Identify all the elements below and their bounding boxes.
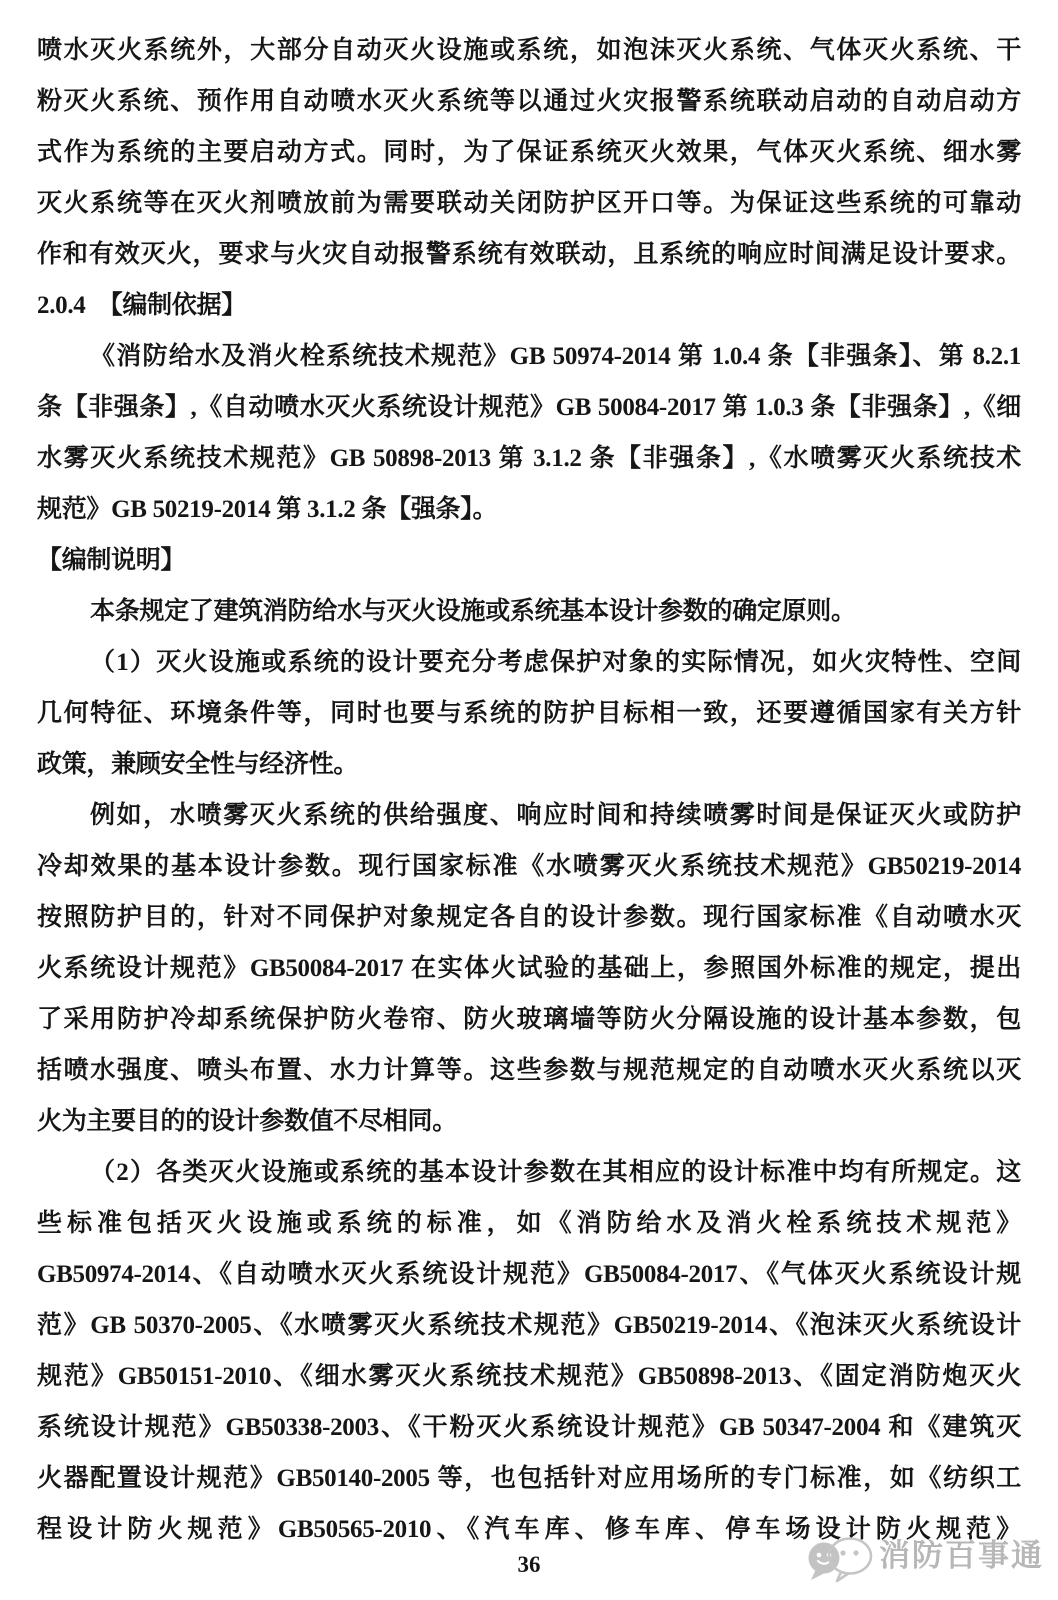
text-line: 火系统设计规范》GB50084-2017 在实体火试验的基础上，参照国外标准的规定，提出 bbox=[37, 955, 1021, 982]
text-line: 规范》GB 50219-2014 第 3.1.2 条【强条】。 bbox=[37, 496, 498, 523]
text-line: 《消防给水及消火栓系统技术规范》GB 50974-2014 第 1.0.4 条【非强条】、第 8.2.1 bbox=[90, 343, 1021, 370]
text-line: 式作为系统的主要启动方式。同时，为了保证系统灭火效果，气体灭火系统、细水雾 bbox=[37, 139, 1021, 166]
text-line: 了采用防护冷却系统保护防火卷帘、防火玻璃墙等防火分隔设施的设计基本参数，包 bbox=[37, 1006, 1021, 1033]
document-body bbox=[37, 25, 1021, 1555]
text-line: 些标准包括灭火设施或系统的标准，如《消防给水及消火栓系统技术规范》 bbox=[37, 1210, 1021, 1237]
text-line: 冷却效果的基本设计参数。现行国家标准《水喷雾灭火系统技术规范》GB50219-2014 bbox=[37, 853, 1021, 880]
text-line: 火为主要目的的设计参数值不尽相同。 bbox=[37, 1108, 457, 1135]
text-line: 作和有效灭火，要求与火灾自动报警系统有效联动，且系统的响应时间满足设计要求。 bbox=[37, 241, 1021, 268]
text-line: 程设计防火规范》GB50565-2010、《汽车库、修车库、停车场设计防火规范》 bbox=[37, 1516, 1021, 1543]
text-line: 水雾灭火系统技术规范》GB 50898-2013 第 3.1.2 条【非强条】,《水喷雾灭火系统技术 bbox=[37, 445, 1021, 472]
text-line: 条【非强条】,《自动喷水灭火系统设计规范》GB 50084-2017 第 1.0.3 条【非强条】,《细 bbox=[37, 394, 1021, 421]
watermark-text: 消防百事通 bbox=[879, 1538, 1044, 1573]
text-line: 规范》GB50151-2010、《细水雾灭火系统技术规范》GB50898-2013、《固定消防炮灭火 bbox=[37, 1363, 1021, 1390]
text-line: 例如，水喷雾灭火系统的供给强度、响应时间和持续喷雾时间是保证灭火或防护 bbox=[90, 802, 1021, 829]
section-heading: 【编制说明】 bbox=[37, 547, 186, 574]
page-number: 36 bbox=[517, 1552, 541, 1577]
text-line: 本条规定了建筑消防给水与灭火设施或系统基本设计参数的确定原则。 bbox=[90, 598, 856, 625]
text-line: GB50974-2014、《自动喷水灭火系统设计规范》GB50084-2017、《气体灭火系统设计规 bbox=[37, 1261, 1021, 1288]
text-line: 政策，兼顾安全性与经济性。 bbox=[37, 751, 359, 778]
text-line: 系统设计规范》GB50338-2003、《干粉灭火系统设计规范》GB 50347-2004 和《建筑灭 bbox=[37, 1414, 1021, 1441]
text-line: 喷水灭火系统外，大部分自动灭火设施或系统，如泡沫灭火系统、气体灭火系统、干 bbox=[37, 37, 1021, 64]
section-heading: 2.0.4 【编制依据】 bbox=[37, 292, 246, 319]
text-line: 粉灭火系统、预作用自动喷水灭火系统等以通过火灾报警系统联动启动的自动启动方 bbox=[37, 88, 1021, 115]
page-footer bbox=[0, 1550, 1058, 1580]
text-line: （1）灭火设施或系统的设计要充分考虑保护对象的实际情况，如火灾特性、空间 bbox=[90, 649, 1021, 676]
text-line: 灭火系统等在灭火剂喷放前为需要联动关闭防护区开口等。为保证这些系统的可靠动 bbox=[37, 190, 1021, 217]
text-line: 范》GB 50370-2005、《水喷雾灭火系统技术规范》GB50219-2014、《泡沫灭火系统设计 bbox=[37, 1312, 1021, 1339]
text-line: 火器配置设计规范》GB50140-2005 等，也包括针对应用场所的专门标准，如《纺织工 bbox=[37, 1465, 1021, 1492]
text-line: 括喷水强度、喷头布置、水力计算等。这些参数与规范规定的自动喷水灭火系统以灭 bbox=[37, 1057, 1021, 1084]
text-line: 按照防护目的，针对不同保护对象规定各自的设计参数。现行国家标准《自动喷水灭 bbox=[37, 904, 1021, 931]
text-line: 几何特征、环境条件等，同时也要与系统的防护目标相一致，还要遵循国家有关方针 bbox=[37, 700, 1021, 727]
text-line: （2）各类灭火设施或系统的基本设计参数在其相应的设计标准中均有所规定。这 bbox=[90, 1159, 1021, 1186]
